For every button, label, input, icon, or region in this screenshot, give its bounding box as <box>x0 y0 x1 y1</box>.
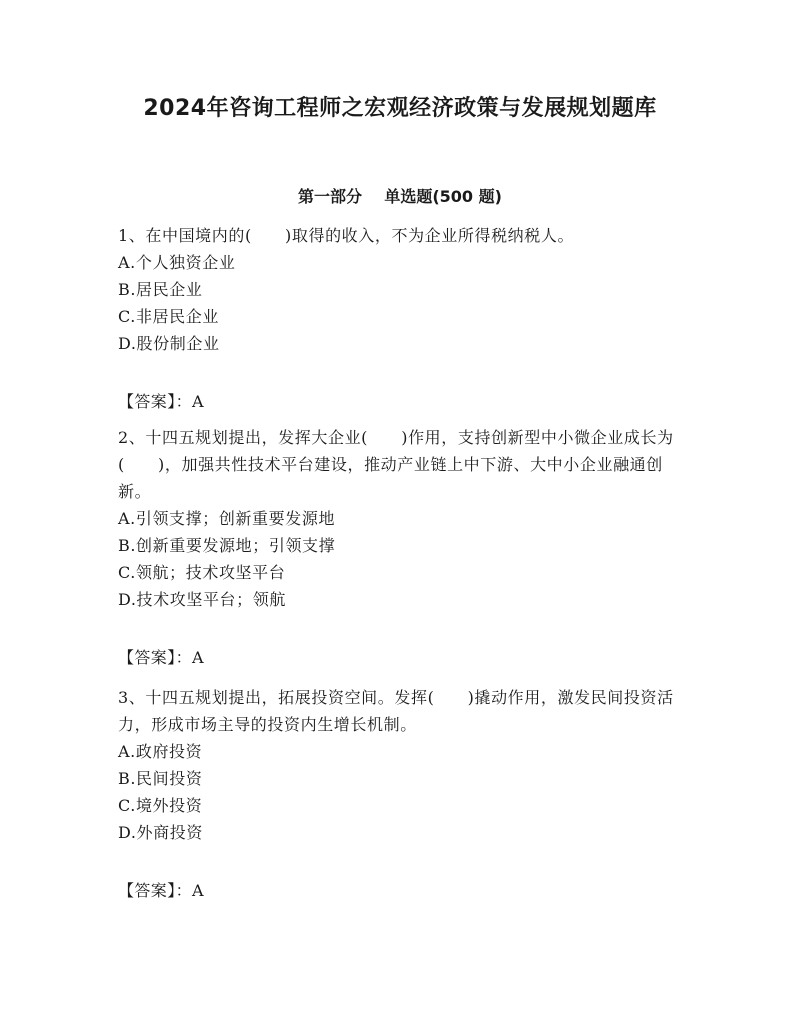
option-list <box>118 505 683 613</box>
option-c: C.非居民企业 <box>118 307 219 326</box>
option-b: B.创新重要发源地；引领支撑 <box>118 536 336 555</box>
option-b: B.民间投资 <box>118 769 203 788</box>
question-stem: 3、十四五规划提出，拓展投资空间。发挥( )撬动作用，激发民间投资活力，形成市场主导的投资内生增长机制。 <box>118 688 674 734</box>
option-list <box>118 249 683 357</box>
answer-line: 【答案】：A <box>118 881 204 900</box>
question-stem: 2、十四五规划提出，发挥大企业( )作用，支持创新型中小微企业成长为( )，加强共性技术平台建设，推动产业链上中下游、大中小企业融通创新。 <box>118 428 674 501</box>
answer-line: 【答案】：A <box>118 648 204 667</box>
option-d: D.股份制企业 <box>118 334 220 353</box>
answer-line: 【答案】：A <box>118 392 204 411</box>
option-c: C.境外投资 <box>118 796 203 815</box>
option-c: C.领航；技术攻坚平台 <box>118 563 286 582</box>
option-d: D.技术攻坚平台；领航 <box>118 590 286 609</box>
question-item <box>118 424 683 671</box>
document-title: 2024年咨询工程师之宏观经济政策与发展规划题库 <box>143 96 657 121</box>
option-d: D.外商投资 <box>118 823 203 842</box>
question-item <box>118 222 683 415</box>
section-heading: 第一部分 单选题(500 题) <box>298 187 502 206</box>
option-b: B.居民企业 <box>118 280 203 299</box>
question-stem: 1、在中国境内的( )取得的收入，不为企业所得税纳税人。 <box>118 226 575 245</box>
option-a: A.引领支撑；创新重要发源地 <box>118 509 336 528</box>
question-item <box>118 684 683 904</box>
option-a: A.个人独资企业 <box>118 253 236 272</box>
option-a: A.政府投资 <box>118 742 203 761</box>
option-list <box>118 738 683 846</box>
